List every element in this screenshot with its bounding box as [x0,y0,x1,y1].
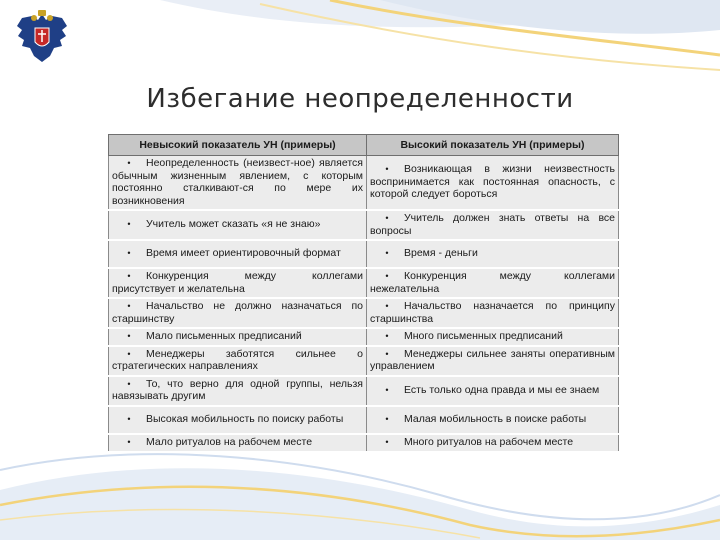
bullet-icon: • [127,413,131,424]
bullet-icon: • [385,348,389,359]
bullet-icon: • [127,436,131,447]
table-row [109,328,619,346]
bullet-icon: • [127,271,131,281]
uncertainty-avoidance-table [108,134,619,453]
table-cell-low: • Менеджеры заботятся сильнее о стратегических направлениях [109,346,367,376]
bullet-icon: • [385,248,389,259]
bullet-icon: • [127,331,131,341]
bullet-icon: • [127,301,131,311]
table-row [109,298,619,328]
table-cell-high: • Малая мобильность в поиске работы [367,406,619,434]
table-cell-high: • Менеджеры сильнее заняты оперативным управлением [367,346,619,376]
table-cell-high: • Время - деньги [367,240,619,268]
table-cell-high: • Возникающая в жизни неизвестность воспринимается как постоянная опасность, с которой следует бороться [367,156,619,211]
header-low-uai: Невысокий показатель УН (примеры) [109,135,367,156]
table-header-row [109,135,619,156]
table-row [109,406,619,434]
table-cell-low: • Мало ритуалов на рабочем месте [109,434,367,452]
slide-title: Избегание неопределенности [146,84,574,114]
table-row [109,210,619,240]
bullet-icon: • [385,164,389,175]
table-cell-low: • Начальство не должно назначаться по старшинству [109,298,367,328]
bullet-icon: • [127,219,131,230]
table-row [109,376,619,406]
header-high-uai: Высокий показатель УН (примеры) [367,135,619,156]
table-cell-high: • Есть только одна правда и мы ее знаем [367,376,619,406]
bullet-icon: • [127,248,131,259]
table-row [109,240,619,268]
table-cell-low: • Время имеет ориентировочный формат [109,240,367,268]
bullet-icon: • [385,331,389,341]
bullet-icon: • [385,413,389,424]
table-cell-high: • Много письменных предписаний [367,328,619,346]
table-cell-low: • Неопределенность (неизвест-ное) является обычным жизненным явлением, с которым постоянно сталкивают-ся по мере их возникновения [109,156,367,211]
bullet-icon: • [127,348,131,359]
table-cell-high: • Начальство назначается по принципу старшинства [367,298,619,328]
bullet-icon: • [127,158,131,168]
bullet-icon: • [385,271,389,281]
table-cell-high: • Конкуренция между коллегами нежелательна [367,268,619,298]
table-row [109,268,619,298]
table-cell-low: • Учитель может сказать «я не знаю» [109,210,367,240]
bullet-icon: • [385,213,389,223]
bullet-icon: • [127,378,131,389]
table-cell-high: • Много ритуалов на рабочем месте [367,434,619,452]
table-row [109,434,619,452]
table-cell-high: • Учитель должен знать ответы на все вопросы [367,210,619,240]
table-cell-low: • Высокая мобильность по поиску работы [109,406,367,434]
bullet-icon: • [385,301,389,311]
double-headed-eagle-emblem-icon [14,8,70,66]
table-cell-low: • То, что верно для одной группы, нельзя навязывать другим [109,376,367,406]
table-row [109,346,619,376]
table-row [109,156,619,211]
bullet-icon: • [385,436,389,447]
table-cell-low: • Мало письменных предписаний [109,328,367,346]
bullet-icon: • [385,384,389,395]
table-cell-low: • Конкуренция между коллегами присутствует и желательна [109,268,367,298]
